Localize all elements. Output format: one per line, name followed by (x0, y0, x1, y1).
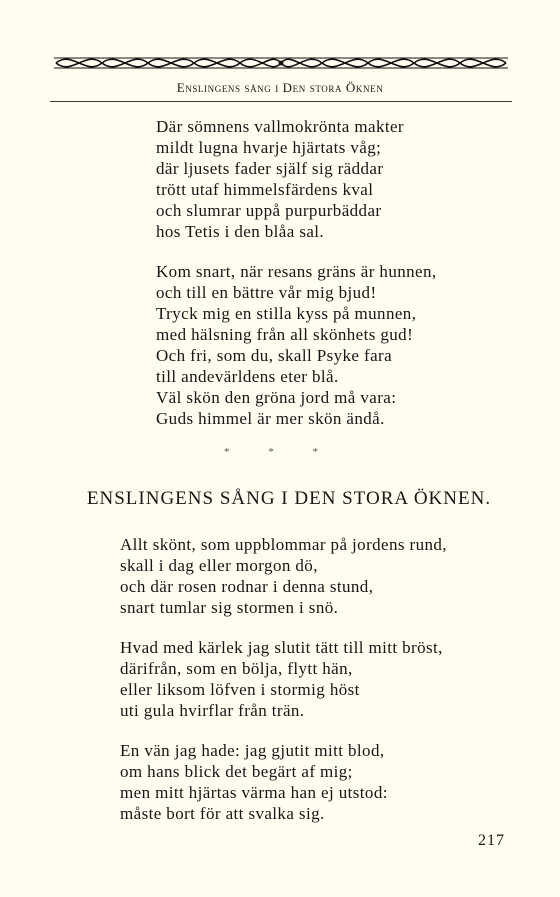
poem-line: En vän jag hade: jag gjutit mitt blod, (120, 741, 385, 760)
poem-line: och till en bättre vår mig bjud! (156, 283, 377, 302)
poem-line: skall i dag eller morgon dö, (120, 556, 318, 575)
poem-line: trött utaf himmelsfärdens kval (156, 180, 374, 199)
poem-line: därifrån, som en bölja, flytt hän, (120, 659, 353, 678)
poem-line: Hvad med kärlek jag slutit tätt till mitt bröst, (120, 638, 443, 657)
poem-line: Där sömnens vallmokrönta makter (156, 117, 404, 136)
poem-line: Kom snart, när resans gräns är hunnen, (156, 262, 437, 281)
poem-line: måste bort för att svalka sig. (120, 804, 325, 823)
poem-line: mildt lugna hvarje hjärtats våg; (156, 138, 382, 157)
poem-line: Allt skönt, som uppblommar på jordens rund, (120, 535, 447, 554)
poem-line: Väl skön den gröna jord må vara: (156, 388, 397, 407)
poem-line: hos Tetis i den blåa sal. (156, 222, 325, 241)
poem-line: Guds himmel är mer skön ändå. (156, 409, 385, 428)
poem-line: men mitt hjärtas värma han ej utstod: (120, 783, 388, 802)
poem-line: med hälsning från all skönhets gud! (156, 325, 414, 344)
section-break-asterisms: * * * (224, 446, 336, 458)
poem-line: Och fri, som du, skall Psyke fara (156, 346, 393, 365)
poem-line: till andevärldens eter blå. (156, 367, 339, 386)
poem-line: och där rosen rodnar i denna stund, (120, 577, 374, 596)
braided-knot-ornament-icon (52, 52, 510, 74)
poem-line: eller liksom löfven i stormig höst (120, 680, 360, 699)
poem-line: och slumrar uppå purpurbäddar (156, 201, 382, 220)
poem-line: om hans blick det begärt af mig; (120, 762, 353, 781)
section-title: ENSLINGENS SÅNG I DEN STORA ÖKNEN. (86, 488, 492, 509)
poem-line: snart tumlar sig stormen i snö. (120, 598, 339, 617)
poem-line: där ljusets fader själf sig räddar (156, 159, 384, 178)
running-head: Enslingens sång i Den stora Öknen (176, 80, 384, 95)
page-number: 217 (478, 832, 505, 849)
poem-line: uti gula hvirflar från trän. (120, 701, 305, 720)
header-rule (50, 101, 512, 102)
poem-line: Tryck mig en stilla kyss på munnen, (156, 304, 417, 323)
